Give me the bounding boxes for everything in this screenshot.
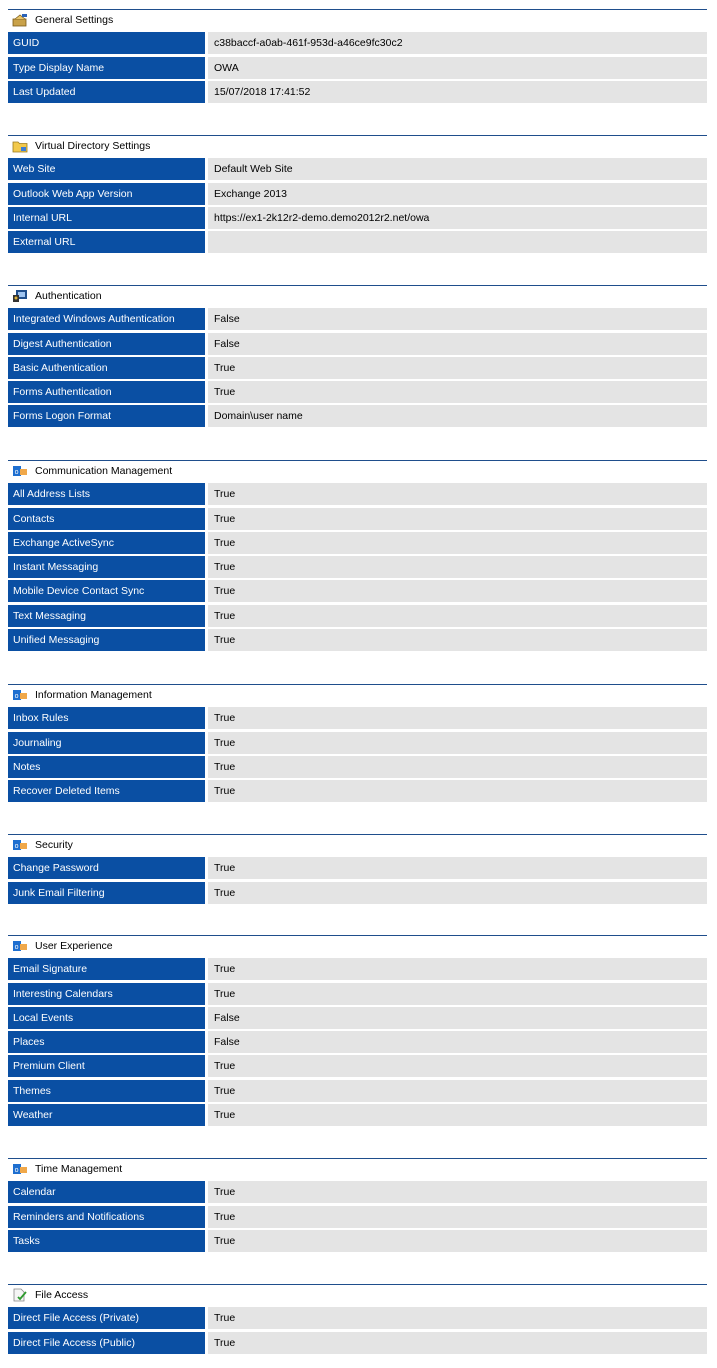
- property-value: True: [208, 580, 707, 602]
- table-row: [8, 1104, 707, 1126]
- property-name: Notes: [8, 756, 205, 778]
- property-name: Digest Authentication: [8, 333, 205, 355]
- table-row: [8, 57, 707, 79]
- property-value: False: [208, 1007, 707, 1029]
- property-value: True: [208, 381, 707, 403]
- property-name: Premium Client: [8, 1055, 205, 1077]
- table-row: [8, 81, 707, 103]
- section-title: Virtual Directory Settings: [35, 140, 151, 152]
- table-row: [8, 405, 707, 427]
- property-value: True: [208, 1055, 707, 1077]
- property-value: OWA: [208, 57, 707, 79]
- outlook-icon: [12, 688, 28, 702]
- property-value: True: [208, 532, 707, 554]
- section-title: Time Management: [35, 1163, 123, 1175]
- authentication-icon: [12, 289, 28, 303]
- property-name: Integrated Windows Authentication: [8, 308, 205, 330]
- property-name: GUID: [8, 32, 205, 54]
- table-row: [8, 308, 707, 330]
- section-security: [8, 834, 707, 904]
- property-value: True: [208, 508, 707, 530]
- table-row: [8, 556, 707, 578]
- property-value: True: [208, 780, 707, 802]
- section-title: Security: [35, 839, 73, 851]
- property-value: False: [208, 308, 707, 330]
- section-title: Communication Management: [35, 465, 173, 477]
- table-row: [8, 1080, 707, 1102]
- property-name: Change Password: [8, 857, 205, 879]
- outlook-icon: [12, 838, 28, 852]
- property-value: True: [208, 1080, 707, 1102]
- section-user-experience: [8, 935, 707, 1126]
- table-row: [8, 483, 707, 505]
- property-value: True: [208, 857, 707, 879]
- property-name: Reminders and Notifications: [8, 1206, 205, 1228]
- folder-icon: [12, 139, 28, 153]
- svg-text:o: o: [14, 693, 19, 700]
- table-row: [8, 707, 707, 729]
- table-row: [8, 958, 707, 980]
- section-title: File Access: [35, 1289, 89, 1301]
- table-row: [8, 508, 707, 530]
- property-value: https://ex1-2k12r2-demo.demo2012r2.net/owa: [208, 207, 707, 229]
- section-file-access: [8, 1284, 707, 1354]
- property-name: Text Messaging: [8, 605, 205, 627]
- property-name: Local Events: [8, 1007, 205, 1029]
- settings-icon: [12, 13, 28, 27]
- property-value: True: [208, 1181, 707, 1203]
- property-name: Web Site: [8, 158, 205, 180]
- file-access-icon: [12, 1288, 28, 1302]
- table-row: [8, 1031, 707, 1053]
- property-name: Junk Email Filtering: [8, 882, 205, 904]
- table-row: [8, 1055, 707, 1077]
- section-general-settings: [8, 9, 707, 103]
- property-name: Direct File Access (Public): [8, 1332, 205, 1354]
- property-name: External URL: [8, 231, 205, 253]
- property-name: Forms Authentication: [8, 381, 205, 403]
- section-header: [8, 135, 707, 156]
- section-time-management: [8, 1158, 707, 1252]
- property-value: True: [208, 732, 707, 754]
- property-name: Unified Messaging: [8, 629, 205, 651]
- table-row: [8, 333, 707, 355]
- property-name: Interesting Calendars: [8, 983, 205, 1005]
- table-row: [8, 1307, 707, 1329]
- table-row: [8, 732, 707, 754]
- property-value: True: [208, 556, 707, 578]
- property-name: Tasks: [8, 1230, 205, 1252]
- property-value: True: [208, 629, 707, 651]
- property-value: True: [208, 958, 707, 980]
- section-title: Information Management: [35, 689, 152, 701]
- table-row: [8, 1007, 707, 1029]
- section-header: [8, 285, 707, 306]
- property-value: True: [208, 1104, 707, 1126]
- property-value: True: [208, 882, 707, 904]
- property-value: True: [208, 1332, 707, 1354]
- table-row: [8, 381, 707, 403]
- table-row: [8, 1206, 707, 1228]
- property-value: True: [208, 605, 707, 627]
- table-row: [8, 207, 707, 229]
- section-header: [8, 684, 707, 705]
- section-information-management: [8, 684, 707, 802]
- property-name: Email Signature: [8, 958, 205, 980]
- property-value: Domain\user name: [208, 405, 707, 427]
- property-value: Default Web Site: [208, 158, 707, 180]
- property-value: 15/07/2018 17:41:52: [208, 81, 707, 103]
- table-row: [8, 183, 707, 205]
- section-title: General Settings: [35, 14, 114, 26]
- table-row: [8, 857, 707, 879]
- property-name: Recover Deleted Items: [8, 780, 205, 802]
- property-name: Instant Messaging: [8, 556, 205, 578]
- outlook-icon: [12, 1162, 28, 1176]
- property-name: Places: [8, 1031, 205, 1053]
- outlook-icon: [12, 464, 28, 478]
- table-row: [8, 756, 707, 778]
- property-name: Weather: [8, 1104, 205, 1126]
- property-value: True: [208, 1230, 707, 1252]
- property-name: Journaling: [8, 732, 205, 754]
- property-value: False: [208, 333, 707, 355]
- table-row: [8, 532, 707, 554]
- table-row: [8, 882, 707, 904]
- section-header: [8, 1284, 707, 1305]
- property-value: True: [208, 983, 707, 1005]
- section-title: Authentication: [35, 290, 102, 302]
- property-name: Direct File Access (Private): [8, 1307, 205, 1329]
- property-value: Exchange 2013: [208, 183, 707, 205]
- property-name: Internal URL: [8, 207, 205, 229]
- table-row: [8, 629, 707, 651]
- property-name: Outlook Web App Version: [8, 183, 205, 205]
- table-row: [8, 983, 707, 1005]
- section-communication-management: [8, 460, 707, 651]
- svg-text:o: o: [14, 1167, 19, 1174]
- table-row: [8, 580, 707, 602]
- property-name: Inbox Rules: [8, 707, 205, 729]
- property-value: True: [208, 1206, 707, 1228]
- property-value: True: [208, 357, 707, 379]
- property-value: True: [208, 756, 707, 778]
- property-value: [208, 231, 707, 253]
- property-name: Mobile Device Contact Sync: [8, 580, 205, 602]
- table-row: [8, 1181, 707, 1203]
- outlook-icon: [12, 939, 28, 953]
- property-name: Last Updated: [8, 81, 205, 103]
- section-header: [8, 460, 707, 481]
- section-header: [8, 9, 707, 30]
- property-value: c38baccf-a0ab-461f-953d-a46ce9fc30c2: [208, 32, 707, 54]
- property-name: All Address Lists: [8, 483, 205, 505]
- property-name: Basic Authentication: [8, 357, 205, 379]
- property-name: Contacts: [8, 508, 205, 530]
- property-name: Exchange ActiveSync: [8, 532, 205, 554]
- svg-text:o: o: [14, 469, 19, 476]
- property-name: Type Display Name: [8, 57, 205, 79]
- table-row: [8, 32, 707, 54]
- property-value: True: [208, 1307, 707, 1329]
- svg-text:o: o: [14, 843, 19, 850]
- svg-text:o: o: [14, 944, 19, 951]
- table-row: [8, 357, 707, 379]
- section-header: [8, 834, 707, 855]
- property-name: Themes: [8, 1080, 205, 1102]
- table-row: [8, 780, 707, 802]
- property-name: Forms Logon Format: [8, 405, 205, 427]
- table-row: [8, 605, 707, 627]
- table-row: [8, 158, 707, 180]
- section-header: [8, 935, 707, 956]
- section-title: User Experience: [35, 940, 113, 952]
- property-value: True: [208, 707, 707, 729]
- section-header: [8, 1158, 707, 1179]
- table-row: [8, 1332, 707, 1354]
- property-value: True: [208, 483, 707, 505]
- section-virtual-directory-settings: [8, 135, 707, 253]
- section-authentication: [8, 285, 707, 427]
- property-value: False: [208, 1031, 707, 1053]
- table-row: [8, 231, 707, 253]
- property-name: Calendar: [8, 1181, 205, 1203]
- table-row: [8, 1230, 707, 1252]
